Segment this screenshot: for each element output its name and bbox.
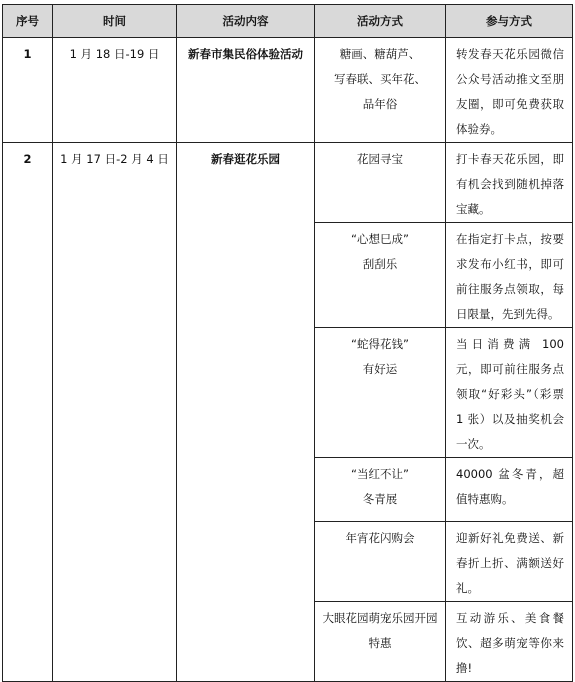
table-row [3,38,573,143]
method-line: 年宵花闪购会 [345,531,415,545]
method-line: 糖画、糖葫芦、 [339,47,421,61]
header-content: 活动内容 [177,5,315,38]
seq-cell: 1 [3,38,53,143]
seq-cell: 2 [3,143,53,682]
header-row [3,5,573,38]
join-cell: 当日消费满 100 元，即可前往服务点领取“好彩头”（彩票 1 张）以及抽奖机会一次。 [446,328,573,458]
content-cell: 新春逛花乐园 [177,143,315,682]
join-cell: 打卡春天花乐园，即有机会找到随机掉落宝藏。 [446,143,573,223]
time-cell: 1 月 18 日-19 日 [53,38,177,143]
join-cell: 转发春天花乐园微信公众号活动推文至朋友圈，即可免费获取体验券。 [446,38,573,143]
method-cell [315,143,446,223]
header-join: 参与方式 [446,5,573,38]
join-cell: 迎新好礼免费送、新春折上折、满额送好礼。 [446,522,573,602]
method-cell [315,328,446,458]
method-line: “蛇得花钱” [351,337,409,351]
method-line: “心想巳成” [351,232,409,246]
time-cell: 1 月 17 日-2 月 4 日 [53,143,177,682]
method-line: 写春联、买年花、 [334,72,426,86]
method-line: “当红不让” [351,467,409,481]
table-row [3,143,573,223]
join-cell: 互动游乐、美食餐饮、超多萌宠等你来撸! [446,602,573,682]
method-line: 品年俗 [362,97,398,111]
method-cell [315,522,446,602]
method-cell [315,458,446,522]
activity-table [2,4,573,682]
method-line: 刮刮乐 [362,257,398,271]
header-method: 活动方式 [315,5,446,38]
join-cell: 在指定打卡点，按要求发布小红书，即可前往服务点领取，每日限量，先到先得。 [446,223,573,328]
header-time: 时间 [53,5,177,38]
method-cell [315,38,446,143]
method-line: 大眼花园萌宠乐园开园特惠 [322,611,438,650]
join-cell: 40000 盆冬青，超值特惠购。 [446,458,573,522]
content-cell: 新春市集民俗体验活动 [177,38,315,143]
method-line: 有好运 [362,362,398,376]
header-seq: 序号 [3,5,53,38]
method-cell [315,223,446,328]
method-line: 花园寻宝 [357,152,403,166]
method-cell [315,602,446,682]
method-line: 冬青展 [362,492,398,506]
